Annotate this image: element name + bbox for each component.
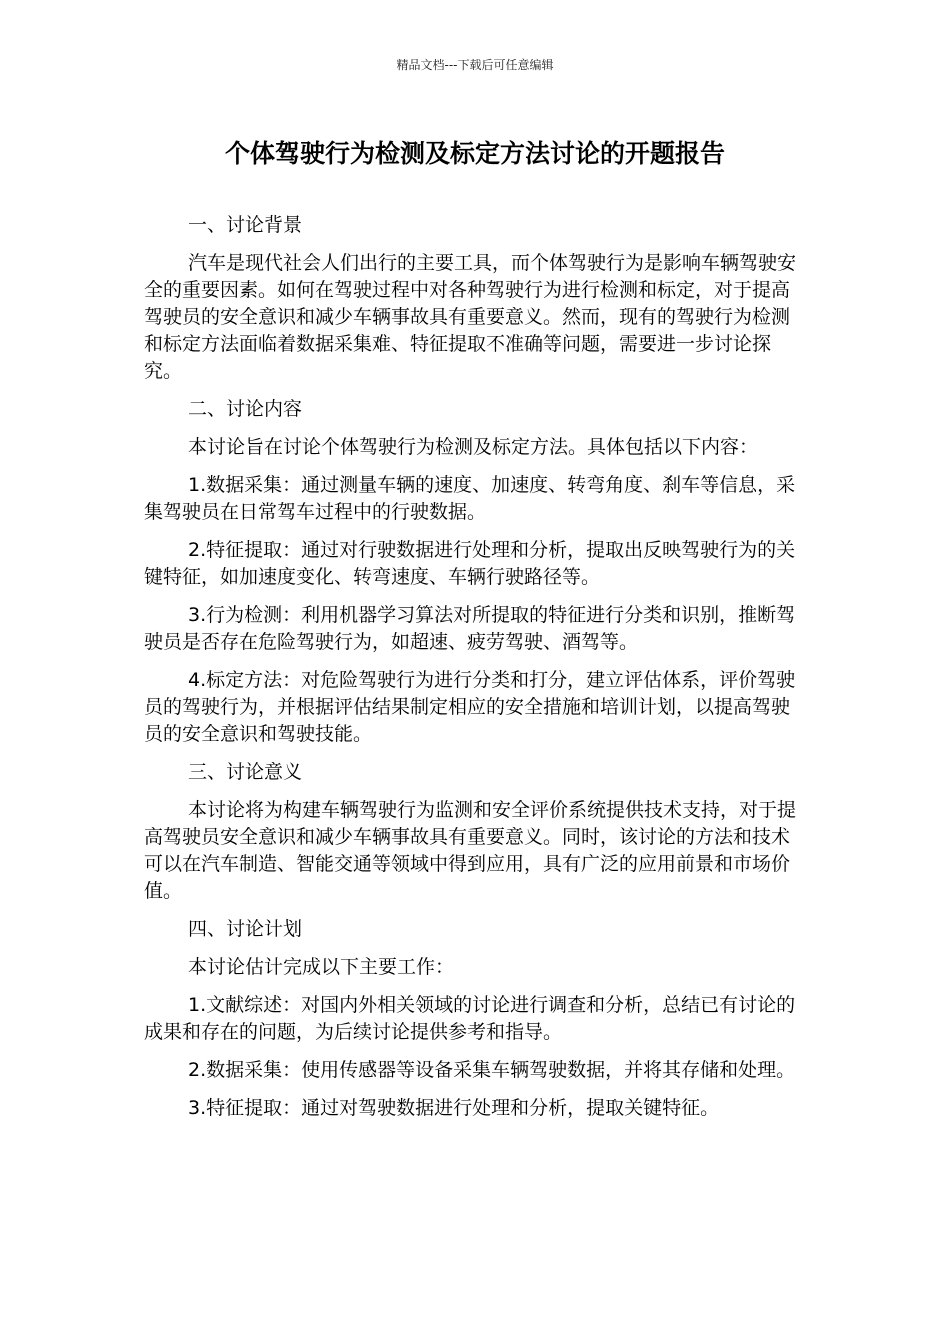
- significance-paragraph: 本讨论将为构建车辆驾驶行为监测和安全评价系统提供技术支持，对于提高驾驶员安全意识和减少车辆事故具有重要意义。同时，该讨论的方法和技术可以在汽车制造、智能交通等领域中得到应用，具有广泛的应用前景和市场价值。: [144, 799, 797, 902]
- background-paragraph: 汽车是现代社会人们出行的主要工具，而个体驾驶行为是影响车辆驾驶安全的重要因素。如何在驾驶过程中对各种驾驶行为进行检测和标定，对于提高驾驶员的安全意识和减少车辆事故具有重要意义。然而，现有的驾驶行为检测和标定方法面临着数据采集难、特征提取不准确等问题，需要进一步讨论探究。: [144, 252, 797, 382]
- plan-item-feature-extraction: 3.特征提取：通过对驾驶数据进行处理和分析，提取关键特征。: [188, 1097, 720, 1119]
- content-item-calibration-method: 4.标定方法：对危险驾驶行为进行分类和打分，建立评估体系，评价驾驶员的驾驶行为，并根据评估结果制定相应的安全措施和培训计划，以提高驾驶员的安全意识和驾驶技能。: [144, 669, 796, 745]
- content-item-feature-extraction: 2.特征提取：通过对行驶数据进行处理和分析，提取出反映驾驶行为的关键特征，如加速度变化、转弯速度、车辆行驶路径等。: [144, 539, 796, 588]
- document-body: [144, 212, 806, 1133]
- header-note: 精品文档---下载后可任意编辑: [396, 58, 554, 72]
- document-title: 个体驾驶行为检测及标定方法讨论的开题报告: [224, 139, 725, 168]
- section-heading-significance: 三、讨论意义: [188, 761, 303, 783]
- section-heading-content: 二、讨论内容: [188, 398, 303, 420]
- content-item-behavior-detection: 3.行为检测：利用机器学习算法对所提取的特征进行分类和识别，推断驾驶员是否存在危险驾驶行为，如超速、疲劳驾驶、酒驾等。: [144, 604, 796, 653]
- plan-item-data-collection: 2.数据采集：使用传感器等设备采集车辆驾驶数据，并将其存储和处理。: [188, 1059, 796, 1081]
- content-item-data-collection: 1.数据采集：通过测量车辆的速度、加速度、转弯角度、刹车等信息，采集驾驶员在日常驾车过程中的行驶数据。: [144, 474, 796, 523]
- plan-intro-paragraph: 本讨论估计完成以下主要工作：: [188, 956, 455, 978]
- section-heading-background: 一、讨论背景: [188, 214, 303, 236]
- section-heading-plan: 四、讨论计划: [188, 918, 303, 940]
- content-intro-paragraph: 本讨论旨在讨论个体驾驶行为检测及标定方法。具体包括以下内容：: [188, 436, 759, 458]
- plan-item-literature-review: 1.文献综述：对国内外相关领域的讨论进行调查和分析，总结已有讨论的成果和存在的问题，为后续讨论提供参考和指导。: [144, 994, 796, 1043]
